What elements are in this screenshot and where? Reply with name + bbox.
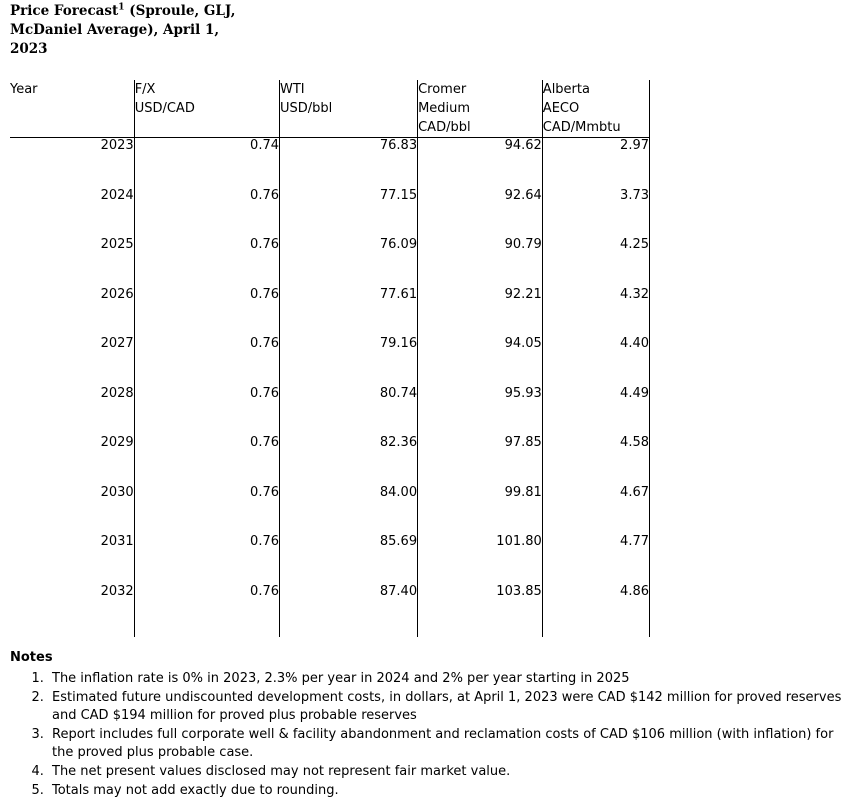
cell-fx: 0.76 (134, 287, 279, 337)
cell-cromer: 90.79 (418, 237, 543, 287)
cell-fx: 0.76 (134, 336, 279, 386)
cell-year: 2026 (100, 286, 134, 302)
cell-cromer: 95.93 (418, 386, 543, 436)
cell-aeco: 2.97 (542, 138, 649, 188)
column-header-fx-label: F/X (134, 82, 156, 97)
table-body (10, 138, 650, 637)
cell-year: 2024 (100, 187, 134, 203)
page-title (10, 2, 300, 59)
column-header-aeco-label2: AECO (542, 101, 580, 116)
cell-year: 2023 (100, 138, 134, 153)
column-header-aeco-label1: Alberta (542, 82, 590, 97)
column-header-aeco-unit: CAD/Mmbtu (542, 120, 621, 135)
table-row (10, 534, 650, 584)
cell-cromer: 94.62 (418, 138, 543, 188)
column-header-wti-label: WTI (280, 82, 305, 97)
column-header-cromer-label2: Medium (418, 101, 471, 116)
cell-wti: 76.83 (280, 138, 418, 188)
title-line3: 2023 (10, 41, 48, 57)
table-row (10, 485, 650, 535)
table-header-row (10, 80, 650, 138)
column-header-alberta-aeco (542, 80, 649, 138)
cell-fx: 0.76 (134, 188, 279, 238)
title-footnote-marker: 1 (118, 2, 125, 13)
list-item: 2. Estimated future undiscounted development costs, in dollars, at April 1, 2023 were CAD $142 million for proved reserves and CAD $194 million for proved plus probable reserves (48, 689, 850, 725)
table-row (10, 287, 650, 337)
cell-fx: 0.76 (134, 386, 279, 436)
list-item: 3. Report includes full corporate well & facility abandonment and reclamation costs of CAD $106 million (with inflation) for the proved plus probable case. (48, 726, 850, 762)
cell-wti: 76.09 (280, 237, 418, 287)
cell-aeco: 4.49 (542, 386, 649, 436)
table-row (10, 336, 650, 386)
column-header-cromer-label1: Cromer (418, 82, 467, 97)
table-row (10, 138, 650, 188)
cell-fx: 0.74 (134, 138, 279, 188)
cell-year: 2032 (100, 583, 134, 599)
price-forecast-table (10, 80, 650, 637)
list-item: 5. Totals may not add exactly due to rounding. (48, 782, 850, 800)
column-header-cromer-unit: CAD/bbl (418, 120, 471, 135)
list-item: 1. The inflation rate is 0% in 2023, 2.3% per year in 2024 and 2% per year starting in 2025 (48, 670, 850, 688)
column-header-year (10, 80, 134, 138)
title-line1-rest: (Sproule, GLJ, (124, 3, 236, 19)
table-row (10, 584, 650, 638)
column-header-fx-unit: USD/CAD (134, 101, 195, 116)
cell-aeco: 4.25 (542, 237, 649, 287)
notes-heading: Notes (10, 650, 53, 665)
cell-aeco: 4.40 (542, 336, 649, 386)
cell-wti: 85.69 (280, 534, 418, 584)
price-forecast-table-container (10, 80, 650, 637)
cell-cromer: 92.21 (418, 287, 543, 337)
cell-cromer: 103.85 (418, 584, 543, 638)
notes-section (10, 650, 850, 801)
cell-aeco: 4.77 (542, 534, 649, 584)
cell-cromer: 99.81 (418, 485, 543, 535)
cell-aeco: 4.67 (542, 485, 649, 535)
column-header-year-label: Year (10, 82, 38, 97)
cell-fx: 0.76 (134, 534, 279, 584)
cell-cromer: 97.85 (418, 435, 543, 485)
cell-aeco: 4.58 (542, 435, 649, 485)
cell-cromer: 92.64 (418, 188, 543, 238)
cell-year: 2031 (100, 534, 134, 549)
cell-wti: 80.74 (280, 386, 418, 436)
column-header-wti (280, 80, 418, 138)
cell-aeco: 4.32 (542, 287, 649, 337)
cell-fx: 0.76 (134, 237, 279, 287)
cell-year: 2025 (100, 237, 134, 252)
table-row (10, 237, 650, 287)
cell-wti: 82.36 (280, 435, 418, 485)
cell-year: 2030 (100, 484, 134, 500)
column-header-fx (134, 80, 279, 138)
cell-wti: 79.16 (280, 336, 418, 386)
cell-aeco: 4.86 (542, 584, 649, 638)
table-row (10, 188, 650, 238)
cell-year: 2027 (100, 336, 134, 351)
cell-wti: 87.40 (280, 584, 418, 638)
cell-year: 2028 (100, 385, 134, 401)
title-line1-main: Price Forecast (10, 3, 119, 19)
title-line2: McDaniel Average), April 1, (10, 22, 220, 38)
cell-fx: 0.76 (134, 485, 279, 535)
notes-list (10, 670, 850, 800)
table-header (10, 80, 650, 138)
cell-wti: 84.00 (280, 485, 418, 535)
cell-wti: 77.61 (280, 287, 418, 337)
cell-fx: 0.76 (134, 584, 279, 638)
cell-fx: 0.76 (134, 435, 279, 485)
column-header-wti-unit: USD/bbl (280, 101, 333, 116)
column-header-cromer-medium (418, 80, 543, 138)
cell-cromer: 101.80 (418, 534, 543, 584)
list-item: 4. The net present values disclosed may not represent fair market value. (48, 763, 850, 781)
table-row (10, 435, 650, 485)
table-row (10, 386, 650, 436)
cell-wti: 77.15 (280, 188, 418, 238)
cell-aeco: 3.73 (542, 188, 649, 238)
cell-year: 2029 (100, 435, 134, 450)
cell-cromer: 94.05 (418, 336, 543, 386)
